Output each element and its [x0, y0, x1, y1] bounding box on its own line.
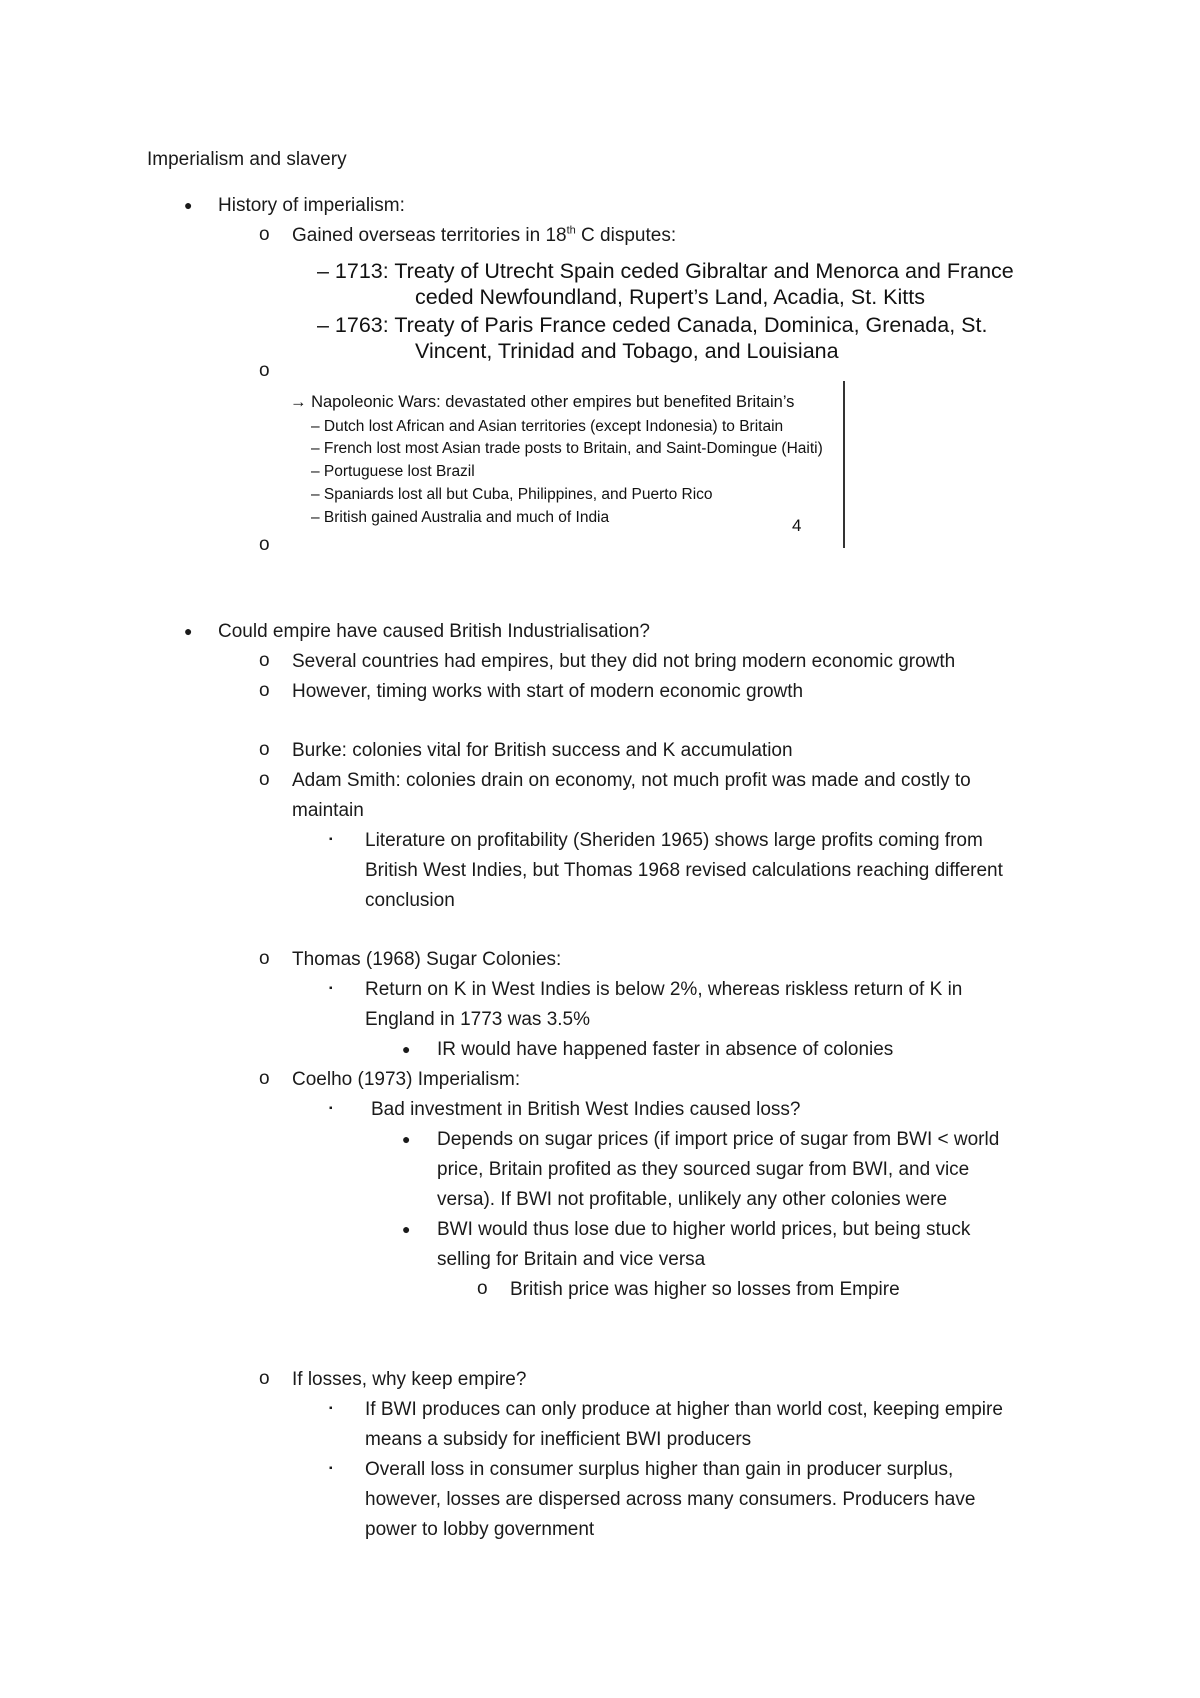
bullet-square: ▪	[329, 1103, 333, 1114]
subsidy-item-cont: means a subsidy for inefficient BWI producers	[365, 1429, 752, 1450]
british-price-item: British price was higher so losses from Empire	[510, 1279, 900, 1300]
gained-territories-item: Gained overseas territories in 18th C disputes:	[292, 224, 677, 246]
sugar-prices-item: Depends on sugar prices (if import price of sugar from BWI < world	[437, 1129, 1000, 1150]
bullet-square: ▪	[329, 834, 333, 845]
bullet-circle: o	[259, 948, 270, 969]
napoleonic-item: – Dutch lost African and Asian territories (except Indonesia) to Britain	[311, 418, 784, 435]
literature-item-cont: conclusion	[365, 890, 455, 911]
napoleonic-heading: → Napoleonic Wars: devastated other empires but benefited Britain’s	[290, 393, 795, 411]
page-title: Imperialism and slavery	[147, 149, 347, 170]
napoleonic-item: – Spaniards lost all but Cuba, Philippines, and Puerto Rico	[311, 486, 713, 503]
bullet-circle: o	[259, 739, 270, 760]
slide-number: 4	[792, 516, 802, 535]
burke-item: Burke: colonies vital for British success and K accumulation	[292, 740, 793, 761]
napoleonic-item: – British gained Australia and much of India	[311, 509, 610, 526]
bullet-disc: ●	[402, 1221, 411, 1237]
treaty-paris-line-1: – 1763: Treaty of Paris France ceded Canada, Dominica, Grenada, St.	[317, 313, 988, 337]
treaty-utrecht-line-1: – 1713: Treaty of Utrecht Spain ceded Gibraltar and Menorca and France	[317, 259, 1014, 283]
history-heading: History of imperialism:	[218, 195, 405, 216]
coelho-item: Coelho (1973) Imperialism:	[292, 1069, 521, 1090]
smith-item: Adam Smith: colonies drain on economy, not much profit was made and costly to	[292, 770, 971, 791]
keep-empire-item: If losses, why keep empire?	[292, 1369, 527, 1390]
treaty-utrecht-line-2: ceded Newfoundland, Rupert’s Land, Acadia, St. Kitts	[415, 285, 925, 309]
literature-item: Literature on profitability (Sheriden 1965) shows large profits coming from	[365, 830, 983, 851]
bullet-circle: o	[259, 1068, 270, 1089]
bullet-square: ▪	[329, 983, 333, 994]
bullet-circle: o	[259, 1368, 270, 1389]
bullet-circle: o	[477, 1278, 488, 1299]
bullet-circle: o	[259, 769, 270, 790]
surplus-item: Overall loss in consumer surplus higher than gain in producer surplus,	[365, 1459, 954, 1480]
sugar-prices-item-cont: versa). If BWI not profitable, unlikely any other colonies were	[437, 1189, 948, 1210]
bullet-circle: o	[259, 360, 270, 381]
napoleonic-item: – Portuguese lost Brazil	[311, 463, 475, 480]
industrialisation-heading: Could empire have caused British Industrialisation?	[218, 621, 650, 642]
list-item: However, timing works with start of modern economic growth	[292, 681, 804, 702]
bullet-circle: o	[259, 534, 270, 555]
thomas-item: Thomas (1968) Sugar Colonies:	[292, 949, 562, 970]
bullet-circle: o	[259, 224, 270, 245]
bullet-disc: ●	[402, 1041, 411, 1057]
napoleonic-item: – French lost most Asian trade posts to Britain, and Saint-Domingue (Haiti)	[311, 440, 823, 457]
smith-item-cont: maintain	[292, 800, 364, 821]
literature-item-cont: British West Indies, but Thomas 1968 revised calculations reaching different	[365, 860, 1003, 881]
return-item-cont: England in 1773 was 3.5%	[365, 1009, 590, 1030]
subsidy-item: If BWI produces can only produce at higher than world cost, keeping empire	[365, 1399, 1003, 1420]
bwi-lose-item-cont: selling for Britain and vice versa	[437, 1249, 706, 1270]
sugar-prices-item-cont: price, Britain profited as they sourced sugar from BWI, and vice	[437, 1159, 970, 1180]
bullet-disc: ●	[184, 197, 193, 213]
bad-investment-item: Bad investment in British West Indies caused loss?	[371, 1099, 801, 1120]
bullet-circle: o	[259, 680, 270, 701]
list-item: Several countries had empires, but they did not bring modern economic growth	[292, 651, 956, 672]
return-item: Return on K in West Indies is below 2%, whereas riskless return of K in	[365, 979, 963, 1000]
slide-border	[843, 381, 845, 548]
bullet-circle: o	[259, 650, 270, 671]
surplus-item-cont: power to lobby government	[365, 1519, 595, 1540]
bullet-disc: ●	[184, 623, 193, 639]
surplus-item-cont: however, losses are dispersed across many consumers. Producers have	[365, 1489, 976, 1510]
treaty-paris-line-2: Vincent, Trinidad and Tobago, and Louisiana	[415, 339, 839, 363]
bullet-disc: ●	[402, 1131, 411, 1147]
bwi-lose-item: BWI would thus lose due to higher world prices, but being stuck	[437, 1219, 971, 1240]
bullet-square: ▪	[329, 1403, 333, 1414]
bullet-square: ▪	[329, 1463, 333, 1474]
ir-item: IR would have happened faster in absence of colonies	[437, 1039, 894, 1060]
